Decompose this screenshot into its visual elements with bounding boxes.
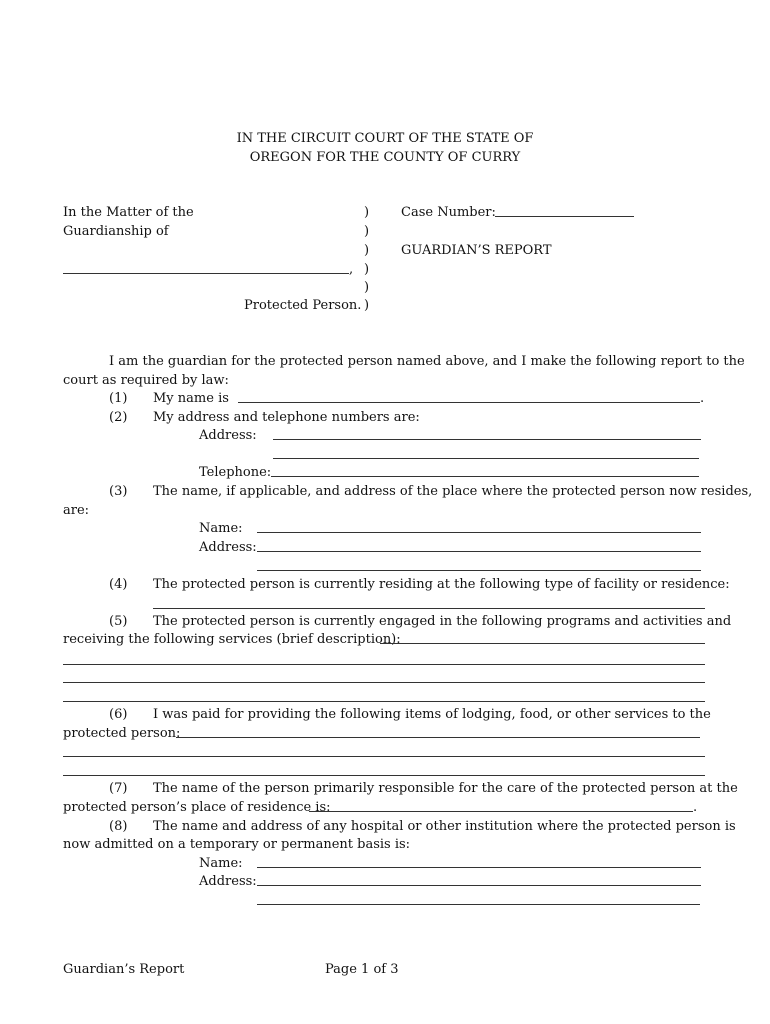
item-2-text: My address and telephone numbers are:	[153, 410, 420, 425]
facility-type-field[interactable]	[153, 594, 705, 609]
protected-person-label: Protected Person.	[244, 298, 362, 313]
item-8-number: (8)	[109, 819, 128, 834]
item-6-continuation: protected person:	[63, 726, 181, 741]
payments-field-2[interactable]	[63, 742, 705, 757]
caption-paren: )	[364, 205, 370, 220]
institution-address-field-1[interactable]	[257, 871, 701, 886]
item-4-text: The protected person is currently residing at the following type of facility or residence:	[153, 577, 730, 592]
services-field-2[interactable]	[63, 650, 705, 665]
caregiver-name-field[interactable]	[309, 797, 693, 812]
name-comma: ,	[349, 262, 354, 277]
item-7-period: .	[693, 800, 698, 815]
protected-person-name-field[interactable]	[63, 259, 349, 274]
matter-label-line-1: In the Matter of the	[63, 205, 194, 220]
caption-paren: )	[364, 280, 370, 295]
residence-address-field-1[interactable]	[257, 537, 701, 552]
guardian-telephone-label: Telephone:	[199, 465, 272, 480]
item-4-number: (4)	[109, 577, 128, 592]
residence-address-field-2[interactable]	[257, 556, 701, 571]
item-6-text: I was paid for providing the following items of lodging, food, or other services to the	[153, 707, 711, 722]
item-1-number: (1)	[109, 391, 128, 406]
item-3-text: The name, if applicable, and address of the place where the protected person now resides,	[153, 484, 753, 499]
intro-line-2: court as required by law:	[63, 373, 229, 388]
court-heading-line-1: IN THE CIRCUIT COURT OF THE STATE OF	[236, 131, 534, 146]
institution-address-field-2[interactable]	[257, 890, 700, 905]
caption-paren: )	[364, 298, 370, 313]
item-7-number: (7)	[109, 781, 128, 796]
item-5-text: The protected person is currently engaged in the following programs and activities and	[153, 614, 732, 629]
services-field-3[interactable]	[63, 668, 705, 683]
institution-name-label: Name:	[199, 856, 243, 871]
guardian-address-field-1[interactable]	[273, 425, 701, 440]
item-8-continuation: now admitted on a temporary or permanent basis is:	[63, 837, 411, 852]
residence-name-field[interactable]	[257, 518, 701, 533]
caption-paren: )	[364, 224, 370, 239]
item-3-number: (3)	[109, 484, 128, 499]
item-6-number: (6)	[109, 707, 128, 722]
item-3-continuation: are:	[63, 503, 90, 518]
case-number-field[interactable]	[495, 202, 634, 217]
institution-address-label: Address:	[199, 874, 257, 889]
matter-label-line-2: Guardianship of	[63, 224, 169, 239]
guardian-name-field[interactable]	[238, 388, 700, 403]
services-field-1[interactable]	[380, 629, 705, 644]
caption-paren: )	[364, 262, 370, 277]
item-1-period: .	[700, 391, 705, 406]
payments-field-3[interactable]	[63, 761, 705, 776]
caption-paren: )	[364, 243, 370, 258]
institution-name-field[interactable]	[257, 853, 701, 868]
payments-field-1[interactable]	[176, 723, 700, 738]
intro-line-1: I am the guardian for the protected person named above, and I make the following report to the	[109, 354, 745, 369]
residence-address-label: Address:	[199, 540, 257, 555]
item-7-text: The name of the person primarily responsible for the care of the protected person at the	[153, 781, 738, 796]
services-field-4[interactable]	[63, 687, 705, 702]
item-8-text: The name and address of any hospital or other institution where the protected person is	[153, 819, 736, 834]
item-2-number: (2)	[109, 410, 128, 425]
item-7-continuation: protected person’s place of residence is:	[63, 800, 331, 815]
residence-name-label: Name:	[199, 521, 243, 536]
footer-page-number: Page 1 of 3	[325, 962, 399, 977]
item-5-continuation: receiving the following services (brief description):	[63, 632, 401, 647]
item-5-number: (5)	[109, 614, 128, 629]
case-number-label: Case Number:	[401, 205, 496, 220]
court-heading-line-2: OREGON FOR THE COUNTY OF CURRY	[249, 150, 521, 165]
guardian-telephone-field[interactable]	[271, 462, 699, 477]
guardian-address-field-2[interactable]	[273, 444, 699, 459]
footer-form-name: Guardian’s Report	[63, 962, 185, 977]
guardian-address-label: Address:	[199, 428, 257, 443]
document-title: GUARDIAN’S REPORT	[401, 243, 552, 258]
item-1-text: My name is	[153, 391, 229, 406]
